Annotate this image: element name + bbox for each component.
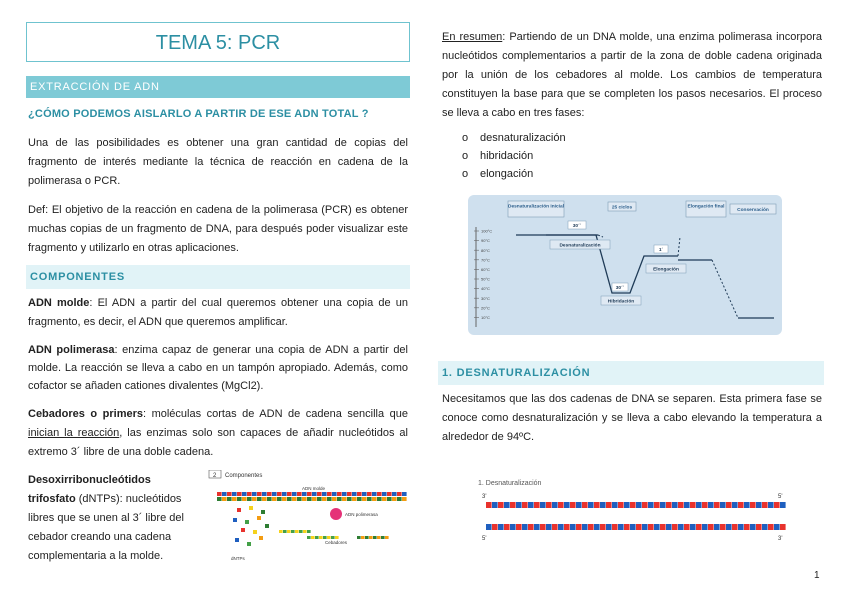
nucleotide — [672, 502, 678, 508]
dntp — [241, 528, 245, 532]
nucleotide — [558, 502, 564, 508]
nucleotide — [279, 530, 283, 533]
nucleotide — [714, 524, 720, 530]
nucleotide — [302, 492, 307, 496]
dntp — [247, 542, 251, 546]
dntp — [261, 510, 265, 514]
nucleotide — [367, 492, 372, 496]
label-adn-polimerasa: ADN polimerasa — [345, 512, 378, 517]
nucleotide — [504, 524, 510, 530]
term-cebadores: Cebadores o primers — [28, 408, 143, 420]
nucleotide — [227, 497, 232, 501]
dntp — [249, 506, 253, 510]
label-denat: Desnaturalización — [559, 243, 601, 249]
nucleotide — [323, 536, 327, 539]
nucleotide — [307, 536, 311, 539]
nucleotide — [377, 536, 381, 539]
nucleotide — [612, 502, 618, 508]
y-tick-label: 40°C — [481, 286, 490, 292]
figure-components-num: 2 — [213, 473, 217, 479]
nucleotide — [357, 492, 362, 496]
nucleotide — [317, 497, 322, 501]
section-header-desnaturalizacion: 1. DESNATURALIZACIÓN — [438, 361, 824, 385]
nucleotide — [726, 502, 732, 508]
phase-label: hibridación — [480, 150, 534, 162]
nucleotide — [774, 524, 780, 530]
dntp — [259, 536, 263, 540]
nucleotide — [237, 492, 242, 496]
text-cebadores-2: , las enzimas solo son capaces de añadir nucleótidos al extremo 3´ libre de una doble cadena. — [28, 427, 408, 458]
nucleotide — [232, 492, 237, 496]
y-tick-label: 80°C — [481, 247, 490, 253]
nucleotide — [750, 524, 756, 530]
nucleotide — [262, 497, 267, 501]
time-elong: 1´ — [658, 248, 664, 253]
nucleotide — [552, 524, 558, 530]
nucleotide — [222, 497, 227, 501]
nucleotide — [387, 492, 392, 496]
label-dntps: dNTPs — [231, 556, 245, 561]
nucleotide — [660, 524, 666, 530]
nucleotide — [307, 530, 311, 533]
nucleotide — [654, 502, 660, 508]
stage-cycles-label: 25 ciclos — [611, 205, 633, 211]
figure-denaturation — [476, 476, 794, 548]
nucleotide — [277, 492, 282, 496]
nucleotide — [492, 502, 498, 508]
nucleotide — [498, 524, 504, 530]
nucleotide — [362, 492, 367, 496]
nucleotide — [612, 524, 618, 530]
nucleotide — [382, 492, 387, 496]
nucleotide — [576, 524, 582, 530]
nucleotide — [762, 524, 768, 530]
nucleotide — [744, 524, 750, 530]
nucleotide — [534, 502, 540, 508]
nucleotide — [576, 502, 582, 508]
nucleotide — [768, 502, 774, 508]
phase-item — [462, 129, 566, 147]
paragraph-desnaturalizacion: Necesitamos que las dos cadenas de DNA se separen. Esta primera fase se conoce como desnaturalización y se lleva a cabo elevando la temperatura a alrededor de 94ºC. — [442, 393, 822, 443]
dntp — [257, 516, 261, 520]
paragraph-dntps — [28, 471, 200, 566]
bullet-circle: o — [462, 132, 469, 144]
nucleotide — [381, 536, 385, 539]
nucleotide — [684, 502, 690, 508]
nucleotide — [272, 497, 277, 501]
section-header-extraccion: EXTRACCIÓN DE ADN — [26, 76, 410, 98]
text-cebadores-underline: inician la reacción — [28, 427, 120, 439]
figure-components-label: Componentes — [225, 473, 263, 479]
nucleotide — [588, 502, 594, 508]
nucleotide — [302, 497, 307, 501]
figure-components — [207, 470, 412, 565]
nucleotide — [594, 524, 600, 530]
nucleotide — [282, 497, 287, 501]
nucleotide — [732, 502, 738, 508]
primer-strand-3 — [357, 536, 389, 539]
nucleotide — [337, 492, 342, 496]
nucleotide — [696, 502, 702, 508]
nucleotide — [762, 502, 768, 508]
nucleotide — [690, 524, 696, 530]
nucleotide — [618, 524, 624, 530]
nucleotide — [492, 524, 498, 530]
nucleotide — [342, 497, 347, 501]
dntp — [235, 538, 239, 542]
nucleotide — [678, 524, 684, 530]
nucleotide — [504, 502, 510, 508]
polimerasa-blob — [330, 508, 342, 520]
label-elong: Elongación — [653, 267, 679, 273]
paragraph-adn-polimerasa — [28, 341, 408, 395]
nucleotide — [624, 524, 630, 530]
nucleotide — [402, 492, 407, 496]
nucleotide — [307, 497, 312, 501]
nucleotide — [385, 536, 389, 539]
term-adn-molde: ADN molde — [28, 297, 90, 309]
nucleotide — [528, 524, 534, 530]
nucleotide — [684, 524, 690, 530]
nucleotide — [780, 502, 786, 508]
dntp — [265, 524, 269, 528]
page-number: 1 — [814, 570, 820, 581]
label-hib: Hibridación — [607, 299, 635, 305]
nucleotide — [636, 524, 642, 530]
nucleotide — [217, 492, 222, 496]
paragraph-intro: Una de las posibilidades es obtener una gran cantidad de copias del fragmento de interés mediante la técnica de reacción en cadena de la polimerasa o PCR. — [28, 137, 408, 187]
term-adn-polimerasa: ADN polimerasa — [28, 344, 115, 356]
nucleotide — [402, 497, 407, 501]
nucleotide — [642, 502, 648, 508]
nucleotide — [322, 497, 327, 501]
nucleotide — [372, 492, 377, 496]
nucleotide — [227, 492, 232, 496]
section-header-componentes: COMPONENTES — [26, 265, 410, 289]
nucleotide — [732, 524, 738, 530]
nucleotide — [357, 497, 362, 501]
nucleotide — [299, 530, 303, 533]
nucleotide — [332, 497, 337, 501]
nucleotide — [319, 536, 323, 539]
nucleotide — [510, 502, 516, 508]
nucleotide — [362, 497, 367, 501]
dntps-group — [233, 506, 269, 546]
nucleotide — [365, 536, 369, 539]
nucleotide — [287, 530, 291, 533]
end-bottom-left: 5' — [482, 536, 487, 542]
nucleotide — [540, 502, 546, 508]
end-top-right: 5' — [778, 494, 783, 500]
nucleotide — [738, 524, 744, 530]
nucleotide — [660, 502, 666, 508]
nucleotide — [257, 497, 262, 501]
nucleotide — [588, 524, 594, 530]
phase-label: desnaturalización — [480, 132, 566, 144]
bullet-circle: o — [462, 150, 469, 162]
nucleotide — [392, 492, 397, 496]
y-tick-label: 50°C — [481, 276, 490, 282]
dntp — [245, 520, 249, 524]
nucleotide — [720, 524, 726, 530]
nucleotide — [242, 492, 247, 496]
nucleotide — [600, 524, 606, 530]
text-adn-molde: : El ADN a partir del cual queremos obtener una copia de un fragmento, es decir, el ADN que queremos amplificar. — [28, 297, 408, 328]
end-bottom-right: 3' — [778, 536, 783, 542]
nucleotide — [297, 497, 302, 501]
primer-strand-1 — [279, 530, 311, 533]
nucleotide — [534, 524, 540, 530]
nucleotide — [372, 497, 377, 501]
nucleotide — [600, 502, 606, 508]
y-tick-label: 20°C — [481, 305, 490, 311]
nucleotide — [564, 502, 570, 508]
nucleotide — [708, 502, 714, 508]
nucleotide — [744, 502, 750, 508]
label-adn-molde: ADN molde — [302, 486, 326, 491]
nucleotide — [361, 536, 365, 539]
nucleotide — [262, 492, 267, 496]
nucleotide — [337, 497, 342, 501]
nucleotide — [768, 524, 774, 530]
nucleotide — [327, 492, 332, 496]
text-cebadores-1: : moléculas cortas de ADN de cadena sencilla que — [143, 408, 408, 420]
time-denat: 30´´ — [572, 224, 582, 229]
nucleotide — [377, 492, 382, 496]
nucleotide — [714, 502, 720, 508]
nucleotide — [522, 502, 528, 508]
nucleotide — [756, 524, 762, 530]
y-tick-label: 70°C — [481, 257, 490, 263]
nucleotide — [342, 492, 347, 496]
nucleotide — [774, 502, 780, 508]
bullet-circle: o — [462, 168, 469, 180]
nucleotide — [267, 492, 272, 496]
nucleotide — [618, 502, 624, 508]
y-tick-label: 100°C — [481, 228, 493, 234]
text-dntps: (dNTPs): nucleótidos libres que se unen al 3´ libre del cebador creando una cadena complementaria a la molde. — [28, 493, 184, 562]
nucleotide — [654, 524, 660, 530]
nucleotide — [317, 492, 322, 496]
figure-denat-label: 1. Desnaturalización — [478, 480, 542, 487]
nucleotide — [352, 492, 357, 496]
paragraph-cebadores — [28, 405, 408, 462]
nucleotide — [516, 524, 522, 530]
nucleotide — [708, 524, 714, 530]
nucleotide — [750, 502, 756, 508]
y-tick-label: 60°C — [481, 267, 490, 272]
nucleotide — [702, 524, 708, 530]
nucleotide — [392, 497, 397, 501]
nucleotide — [672, 524, 678, 530]
phase-item — [462, 147, 566, 165]
nucleotide — [322, 492, 327, 496]
nucleotide — [257, 492, 262, 496]
paragraph-definition: Def: El objetivo de la reacción en cadena de la polimerasa (PCR) es obtener muchas copias de un fragmento de DNA, para después poder visualizar este fragmento y utilizarlo en otras aplicaciones. — [28, 204, 408, 254]
nucleotide — [292, 492, 297, 496]
nucleotide — [702, 502, 708, 508]
nucleotide — [696, 524, 702, 530]
summary-label: En resumen — [442, 31, 503, 43]
nucleotide — [522, 524, 528, 530]
stage-conservation-label: Conservación — [737, 208, 769, 213]
nucleotide — [217, 497, 222, 501]
nucleotide — [297, 492, 302, 496]
dna-molde-strand-bottom — [217, 497, 407, 501]
nucleotide — [311, 536, 315, 539]
nucleotide — [397, 497, 402, 501]
nucleotide — [648, 524, 654, 530]
y-tick-label: 90°C — [481, 238, 490, 244]
nucleotide — [287, 497, 292, 501]
nucleotide — [726, 524, 732, 530]
nucleotide — [292, 497, 297, 501]
nucleotide — [690, 502, 696, 508]
nucleotide — [303, 530, 307, 533]
nucleotide — [486, 524, 492, 530]
nucleotide — [369, 536, 373, 539]
phase-item — [462, 165, 566, 183]
time-hib: 30´´ — [615, 286, 625, 291]
nucleotide — [642, 524, 648, 530]
end-top-left: 3' — [482, 494, 487, 500]
nucleotide — [283, 530, 287, 533]
primer-strand-2 — [307, 536, 339, 539]
nucleotide — [720, 502, 726, 508]
stage-initial-label: Desnaturalización inicial — [508, 204, 564, 210]
nucleotide — [335, 536, 339, 539]
nucleotide — [570, 524, 576, 530]
nucleotide — [307, 492, 312, 496]
nucleotide — [570, 502, 576, 508]
term-dntps: Desoxirribonucleótidos trifosfato — [28, 474, 151, 505]
nucleotide — [564, 524, 570, 530]
nucleotide — [367, 497, 372, 501]
nucleotide — [272, 492, 277, 496]
dntp — [253, 530, 257, 534]
nucleotide — [738, 502, 744, 508]
nucleotide — [347, 492, 352, 496]
nucleotide — [582, 502, 588, 508]
stage-final-label: Elongación final — [687, 204, 725, 210]
nucleotide — [630, 502, 636, 508]
nucleotide — [624, 502, 630, 508]
nucleotide — [327, 497, 332, 501]
nucleotide — [648, 502, 654, 508]
dntp — [233, 518, 237, 522]
nucleotide — [678, 502, 684, 508]
nucleotide — [332, 492, 337, 496]
nucleotide — [540, 524, 546, 530]
nucleotide — [558, 524, 564, 530]
nucleotide — [546, 502, 552, 508]
nucleotide — [756, 502, 762, 508]
nucleotide — [382, 497, 387, 501]
nucleotide — [331, 536, 335, 539]
nucleotide — [606, 502, 612, 508]
nucleotide — [277, 497, 282, 501]
paragraph-adn-molde — [28, 294, 408, 332]
nucleotide — [232, 497, 237, 501]
nucleotide — [242, 497, 247, 501]
y-tick-label: 10°C — [481, 315, 490, 320]
phase-label: elongación — [480, 168, 534, 180]
nucleotide — [498, 502, 504, 508]
summary-text: : Partiendo de un DNA molde, una enzima polimerasa incorpora nucleótidos complementarios a partir de la zona de doble cadena originada por la unión de los cebadores al molde. Los cambios de temperatura constituyen la base para que se completen los pasos necesarios. El proceso se lleva a cabo en tres fases: — [442, 31, 823, 119]
nucleotide — [352, 497, 357, 501]
nucleotide — [582, 524, 588, 530]
nucleotide — [606, 524, 612, 530]
dntp — [237, 508, 241, 512]
nucleotide — [291, 530, 295, 533]
nucleotide — [295, 530, 299, 533]
nucleotide — [636, 502, 642, 508]
nucleotide — [237, 497, 242, 501]
nucleotide — [312, 492, 317, 496]
nucleotide — [315, 536, 319, 539]
nucleotide — [630, 524, 636, 530]
section-question: ¿CÓMO PODEMOS AISLARLO A PARTIR DE ESE ADN TOTAL ? — [28, 108, 369, 120]
nucleotide — [267, 497, 272, 501]
nucleotide — [252, 492, 257, 496]
page-title: TEMA 5: PCR — [26, 22, 410, 62]
nucleotide — [516, 502, 522, 508]
nucleotide — [666, 502, 672, 508]
nucleotide — [373, 536, 377, 539]
figure-pcr-cycle — [468, 195, 782, 335]
nucleotide — [486, 502, 492, 508]
nucleotide — [528, 502, 534, 508]
dna-strand-bottom — [486, 524, 786, 530]
nucleotide — [546, 524, 552, 530]
phases-list — [462, 129, 566, 183]
nucleotide — [780, 524, 786, 530]
nucleotide — [594, 502, 600, 508]
nucleotide — [252, 497, 257, 501]
dna-strand-top — [486, 502, 786, 508]
nucleotide — [347, 497, 352, 501]
nucleotide — [287, 492, 292, 496]
nucleotide — [357, 536, 361, 539]
nucleotide — [510, 524, 516, 530]
nucleotide — [552, 502, 558, 508]
y-tick-label: 30°C — [481, 295, 490, 301]
nucleotide — [666, 524, 672, 530]
dna-molde-strand-top — [217, 492, 407, 496]
label-cebadores: Cebadores — [325, 540, 348, 545]
nucleotide — [222, 492, 227, 496]
paragraph-summary — [442, 28, 822, 123]
text-adn-polimerasa: : enzima capaz de generar una copia de ADN a partir del molde. La reacción se lleva a cabo en un tampón apropiado. Además, como cofactor se añaden cationes divalentes (MgCl2). — [28, 344, 408, 392]
nucleotide — [312, 497, 317, 501]
nucleotide — [387, 497, 392, 501]
nucleotide — [397, 492, 402, 496]
nucleotide — [377, 497, 382, 501]
nucleotide — [282, 492, 287, 496]
nucleotide — [247, 492, 252, 496]
nucleotide — [247, 497, 252, 501]
nucleotide — [327, 536, 331, 539]
